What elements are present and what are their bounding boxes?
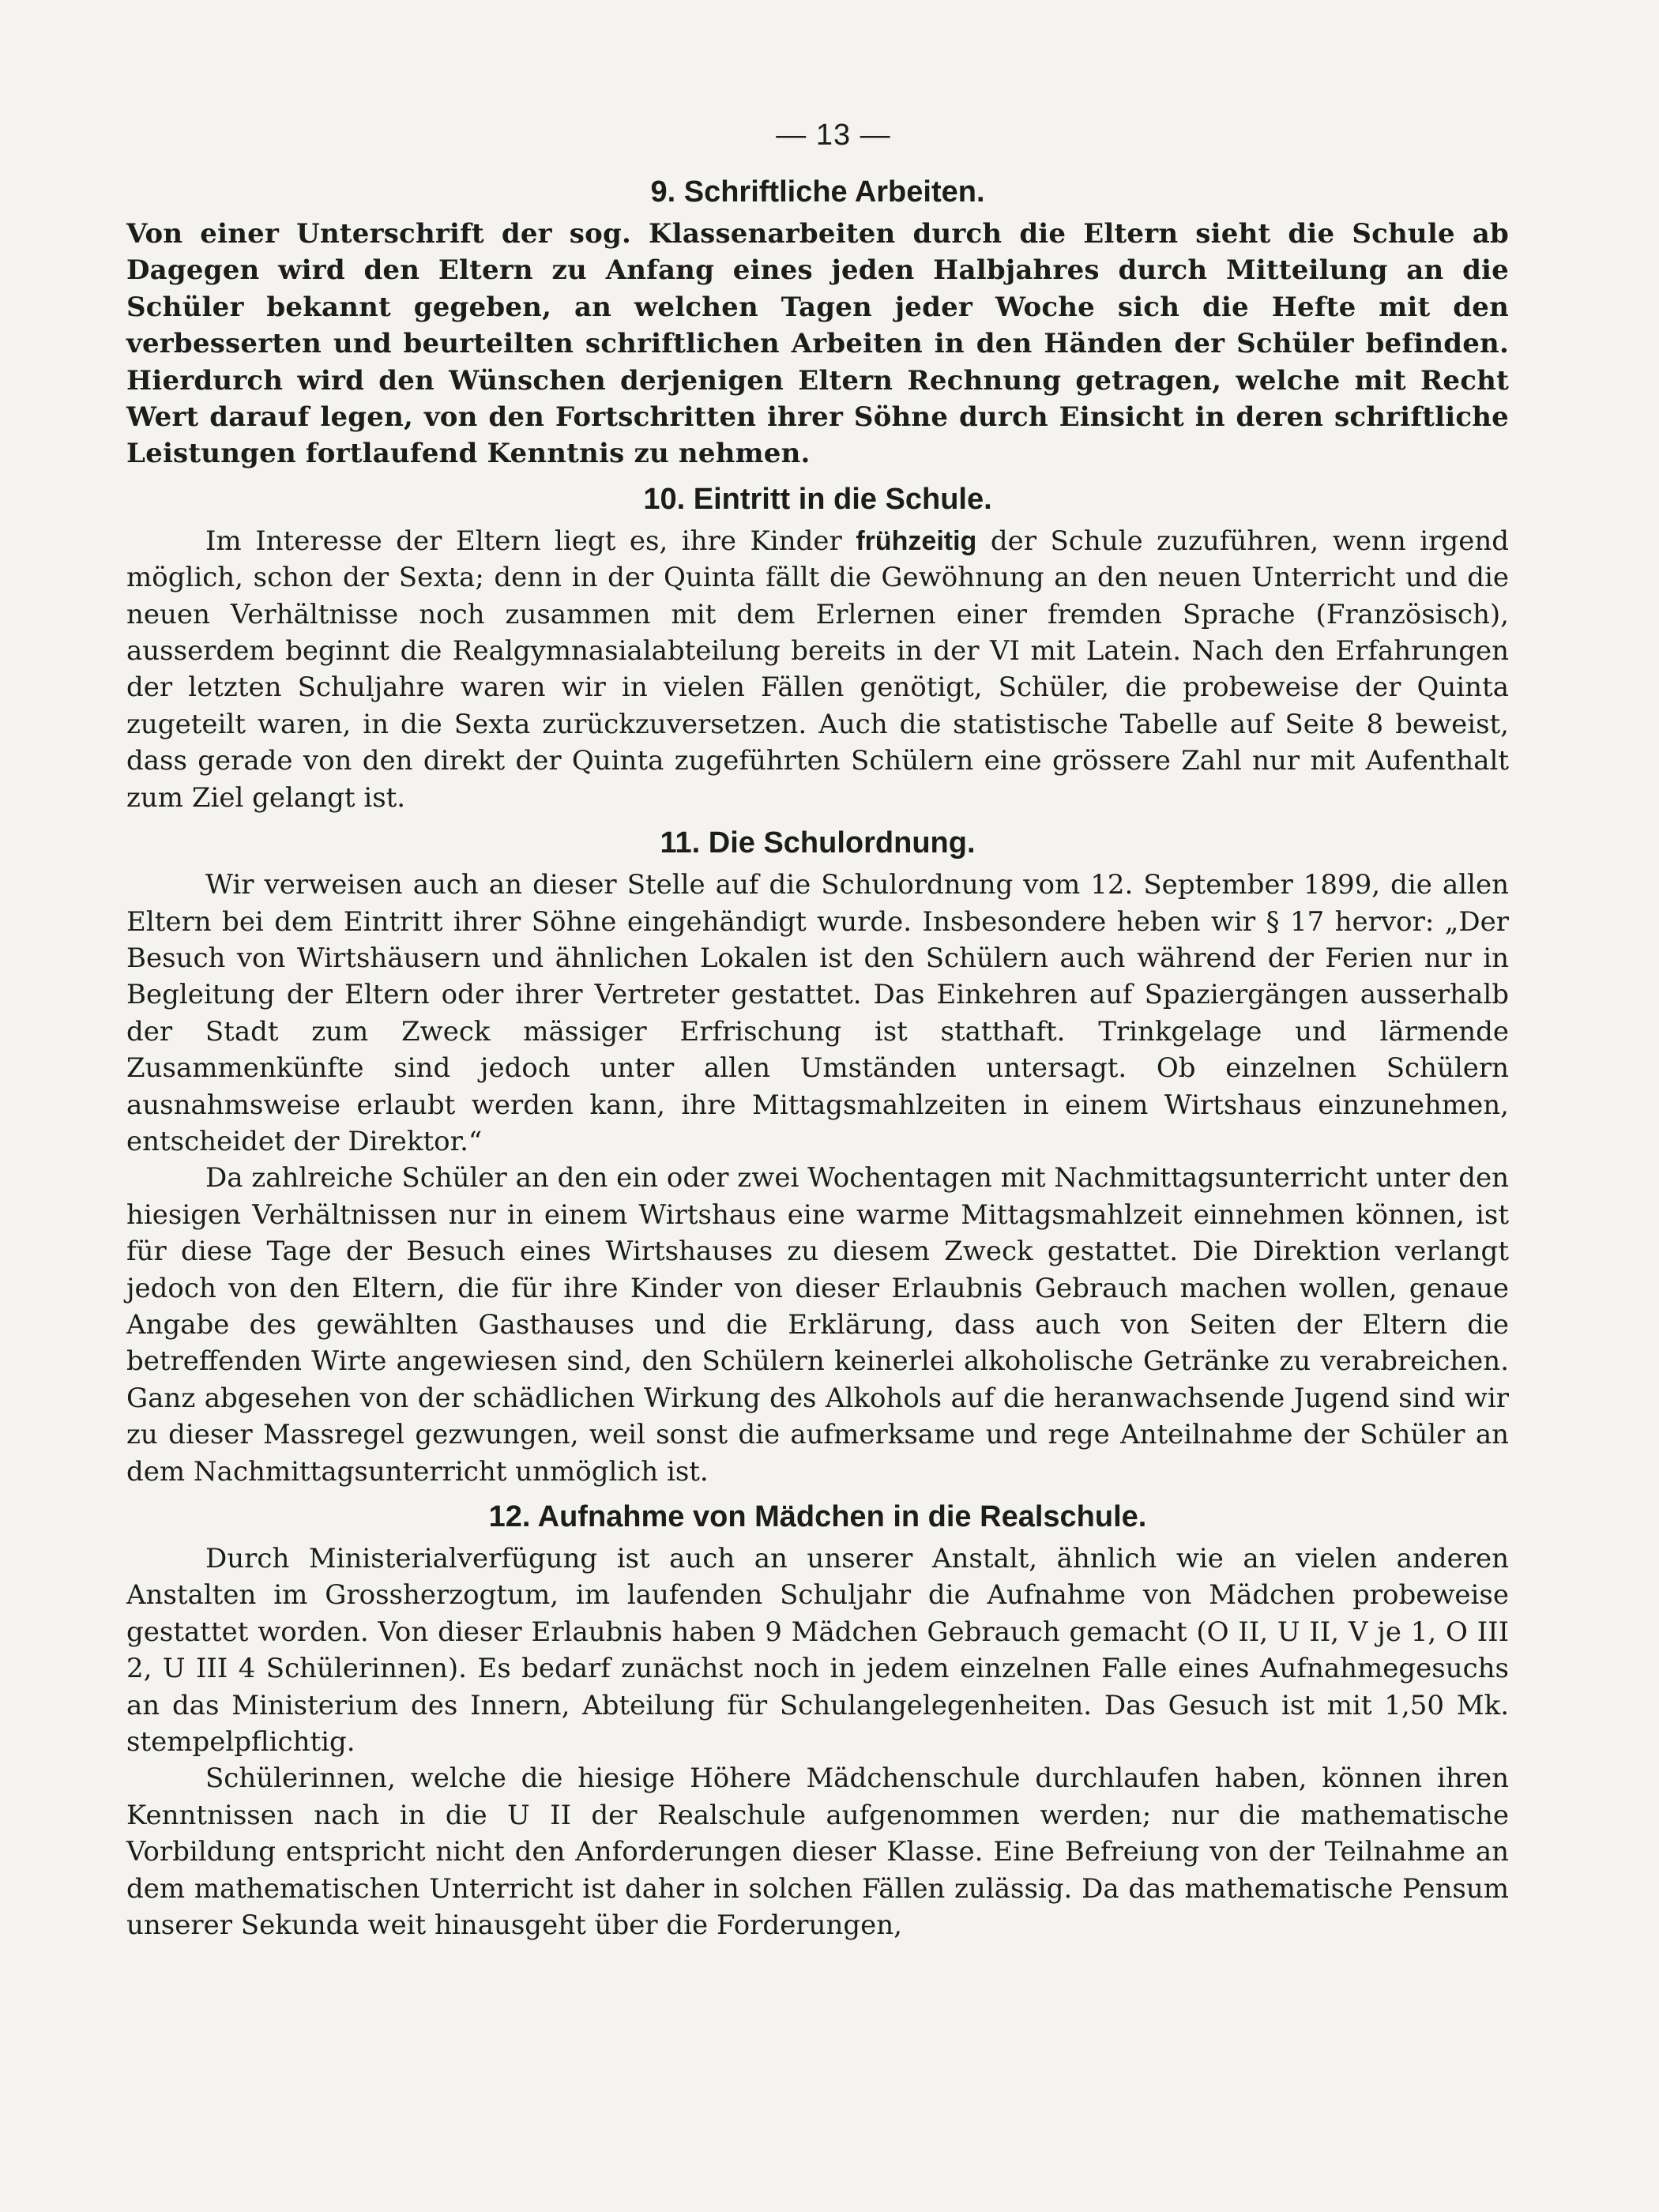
- paragraph-text: der Schule zuzuführen, wenn irgend möglich, schon der Sexta; denn in der Quinta fällt die Gewöhnung an den neuen Unterricht und die neuen Verhältnisse noch zusammen mit dem Erlernen einer fremden Sprache (Französisch), ausserdem beginnt die Realgymnasialabteilung bereits in der VI mit Latein. Nach den Erfahrungen der letzten Schuljahre waren wir in vielen Fällen genötigt, Schüler, die probeweise der Quinta zugeteilt waren, in die Sexta zurückzuversetzen. Auch die statistische Tabelle auf Seite 8 beweist, dass gerade von den direkt der Quinta zugeführten Schülern eine grössere Zahl nur mit Aufenthalt zum Ziel gelangt ist.: [126, 525, 1509, 814]
- paragraph: Von einer Unterschrift der sog. Klassenarbeiten durch die Eltern sieht die Schule ab Dagegen wird den Eltern zu Anfang eines jeden Halbjahres durch Mitteilung an die Schüler bekannt gegeben, an welchen Tagen jeder Woche sich die Hefte mit den verbesserten und beurteilten schriftlichen Arbeiten in den Händen der Schüler befinden. Hierdurch wird den Wünschen derjenigen Eltern Rechnung getragen, welche mit Recht Wert darauf legen, von den Fortschritten ihrer Söhne durch Einsicht in deren schriftliche Leistungen fortlaufend Kenntnis zu nehmen.: [126, 218, 1509, 470]
- paragraph: [126, 523, 1509, 816]
- section-eintritt-in-die-schule: [126, 480, 1509, 816]
- paragraph: Wir verweisen auch an dieser Stelle auf die Schulordnung vom 12. September 1899, die allen Eltern bei dem Eintritt ihrer Söhne eingehändigt wurde. Insbesondere heben wir § 17 hervor: „Der Besuch von Wirtshäusern und ähnlichen Lokalen ist den Schülern auch während der Ferien nur in Begleitung der Eltern oder ihrer Vertreter gestattet. Das Einkehren auf Spaziergängen ausserhalb der Stadt zum Zweck mässiger Erfrischung ist statthaft. Trinkgelage und lärmende Zusammenkünfte sind jedoch unter allen Umständen untersagt. Ob einzelnen Schülern ausnahmsweise erlaubt werden kann, ihre Mittagsmahlzeiten in einem Wirtshaus einzunehmen, entscheidet der Direktor.“: [126, 869, 1509, 1157]
- section-heading: 12. Aufnahme von Mädchen in die Realschule.: [488, 1500, 1147, 1533]
- section-heading: 9. Schriftliche Arbeiten.: [650, 175, 985, 209]
- emphasized-word: frühzeitig: [856, 525, 977, 556]
- section-schulordnung: [126, 824, 1509, 1490]
- paragraph: Da zahlreiche Schüler an den ein oder zwei Wochentagen mit Nachmittagsunterricht unter den hiesigen Verhältnissen nur in einem Wirtshaus eine warme Mittagsmahlzeit einnehmen können, ist für diese Tage der Besuch eines Wirtshauses zu diesem Zweck gestattet. Die Direktion verlangt jedoch von den Eltern, die für ihre Kinder von dieser Erlaubnis Gebrauch machen wollen, genaue Angabe des gewählten Gasthauses und die Erklärung, dass auch von Seiten der Eltern die betreffenden Wirte angewiesen sind, den Schülern keinerlei alkoholische Getränke zu verabreichen. Ganz abgesehen von der schädlichen Wirkung des Alkohols auf die heranwachsende Jugend sind wir zu dieser Massregel gezwungen, weil sonst die aufmerksame und rege Anteilnahme der Schüler an dem Nachmittagsunterricht unmöglich ist.: [126, 1162, 1509, 1488]
- paragraph: Schülerinnen, welche die hiesige Höhere Mädchenschule durchlaufen haben, können ihren Kenntnissen nach in die U II der Realschule aufgenommen werden; nur die mathematische Vorbildung entspricht nicht den Anforderungen dieser Klasse. Eine Befreiung von der Teilnahme an dem mathematischen Unterricht ist daher in solchen Fällen zulässig. Da das mathematische Pensum unserer Sekunda weit hinausgeht über die Forderungen,: [126, 1762, 1509, 1942]
- section-heading: 11. Die Schulordnung.: [660, 826, 976, 860]
- paragraph: Durch Ministerialverfügung ist auch an unserer Anstalt, ähnlich wie an vielen anderen Anstalten im Grossherzogtum, im laufenden Schuljahr die Aufnahme von Mädchen probeweise gestattet worden. Von dieser Erlaubnis haben 9 Mädchen Gebrauch gemacht (O II, U II, V je 1, O III 2, U III 4 Schülerinnen). Es bedarf zunächst noch in jedem einzelnen Falle eines Aufnahmegesuchs an das Ministerium des Innern, Abteilung für Schulangelegenheiten. Das Gesuch ist mit 1,50 Mk. stempelpflichtig.: [126, 1543, 1509, 1759]
- page-number: — 13 —: [776, 118, 891, 152]
- section-heading: 10. Eintritt in die Schule.: [643, 482, 992, 516]
- section-aufnahme-von-maedchen: [126, 1498, 1509, 1943]
- page-content: [126, 118, 1509, 1943]
- section-schriftliche-arbeiten: [126, 173, 1509, 472]
- paragraph-text: Im Interesse der Eltern liegt es, ihre Kinder: [205, 525, 856, 557]
